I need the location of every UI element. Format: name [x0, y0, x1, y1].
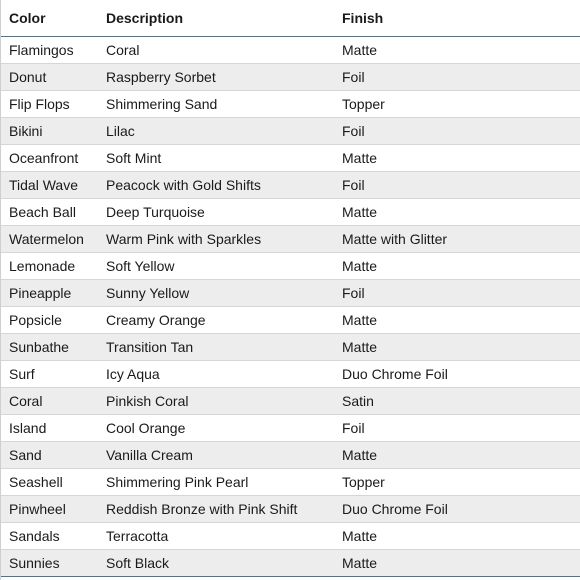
cell-description: Shimmering Sand: [98, 91, 334, 118]
cell-finish: Satin: [334, 388, 580, 415]
cell-description: Creamy Orange: [98, 307, 334, 334]
cell-color: Sunnies: [1, 550, 98, 577]
header-row: [1, 0, 580, 37]
cell-finish: Foil: [334, 415, 580, 442]
cell-description: Vanilla Cream: [98, 442, 334, 469]
table-row: [1, 523, 580, 550]
cell-color: Island: [1, 415, 98, 442]
table-row: [1, 64, 580, 91]
cell-color: Flamingos: [1, 37, 98, 64]
table-row: [1, 172, 580, 199]
cell-color: Pineapple: [1, 280, 98, 307]
table-row: [1, 280, 580, 307]
cell-description: Cool Orange: [98, 415, 334, 442]
table-row: [1, 199, 580, 226]
cell-color: Donut: [1, 64, 98, 91]
cell-finish: Topper: [334, 91, 580, 118]
cell-color: Flip Flops: [1, 91, 98, 118]
cell-color: Bikini: [1, 118, 98, 145]
column-header-color: Color: [1, 0, 98, 37]
cell-finish: Matte: [334, 523, 580, 550]
cell-color: Surf: [1, 361, 98, 388]
table-row: [1, 361, 580, 388]
column-header-description: Description: [98, 0, 334, 37]
cell-finish: Foil: [334, 118, 580, 145]
column-header-finish: Finish: [334, 0, 580, 37]
table-row: [1, 442, 580, 469]
table-row: [1, 334, 580, 361]
cell-finish: Foil: [334, 64, 580, 91]
cell-description: Warm Pink with Sparkles: [98, 226, 334, 253]
table-row: [1, 253, 580, 280]
cell-color: Coral: [1, 388, 98, 415]
cell-color: Seashell: [1, 469, 98, 496]
cell-description: Terracotta: [98, 523, 334, 550]
cell-description: Icy Aqua: [98, 361, 334, 388]
cell-finish: Foil: [334, 172, 580, 199]
table-row: [1, 37, 580, 64]
cell-finish: Matte: [334, 37, 580, 64]
cell-finish: Matte: [334, 145, 580, 172]
table-row: [1, 307, 580, 334]
cell-finish: Matte: [334, 199, 580, 226]
table-row: [1, 496, 580, 523]
cell-finish: Topper: [334, 469, 580, 496]
cell-finish: Duo Chrome Foil: [334, 496, 580, 523]
cell-description: Raspberry Sorbet: [98, 64, 334, 91]
table-row: [1, 145, 580, 172]
cell-color: Tidal Wave: [1, 172, 98, 199]
cell-finish: Matte: [334, 307, 580, 334]
table-row: [1, 91, 580, 118]
cell-description: Soft Yellow: [98, 253, 334, 280]
cell-color: Popsicle: [1, 307, 98, 334]
cell-description: Peacock with Gold Shifts: [98, 172, 334, 199]
table-row: [1, 226, 580, 253]
table-row: [1, 388, 580, 415]
cell-color: Beach Ball: [1, 199, 98, 226]
cell-description: Sunny Yellow: [98, 280, 334, 307]
cell-description: Pinkish Coral: [98, 388, 334, 415]
cell-description: Transition Tan: [98, 334, 334, 361]
cell-color: Pinwheel: [1, 496, 98, 523]
cell-finish: Matte with Glitter: [334, 226, 580, 253]
cell-description: Deep Turquoise: [98, 199, 334, 226]
table-row: [1, 550, 580, 577]
table-row: [1, 118, 580, 145]
table-row: [1, 415, 580, 442]
cell-finish: Matte: [334, 253, 580, 280]
cell-description: Reddish Bronze with Pink Shift: [98, 496, 334, 523]
cell-color: Lemonade: [1, 253, 98, 280]
cell-color: Sand: [1, 442, 98, 469]
cell-description: Soft Mint: [98, 145, 334, 172]
cell-description: Lilac: [98, 118, 334, 145]
cell-color: Sunbathe: [1, 334, 98, 361]
cell-description: Soft Black: [98, 550, 334, 577]
cell-finish: Matte: [334, 334, 580, 361]
cell-description: Shimmering Pink Pearl: [98, 469, 334, 496]
cell-color: Oceanfront: [1, 145, 98, 172]
cell-description: Coral: [98, 37, 334, 64]
cell-finish: Matte: [334, 550, 580, 577]
cell-color: Watermelon: [1, 226, 98, 253]
cell-color: Sandals: [1, 523, 98, 550]
table-row: [1, 469, 580, 496]
cell-finish: Duo Chrome Foil: [334, 361, 580, 388]
cell-finish: Foil: [334, 280, 580, 307]
color-table: [1, 0, 580, 577]
cell-finish: Matte: [334, 442, 580, 469]
